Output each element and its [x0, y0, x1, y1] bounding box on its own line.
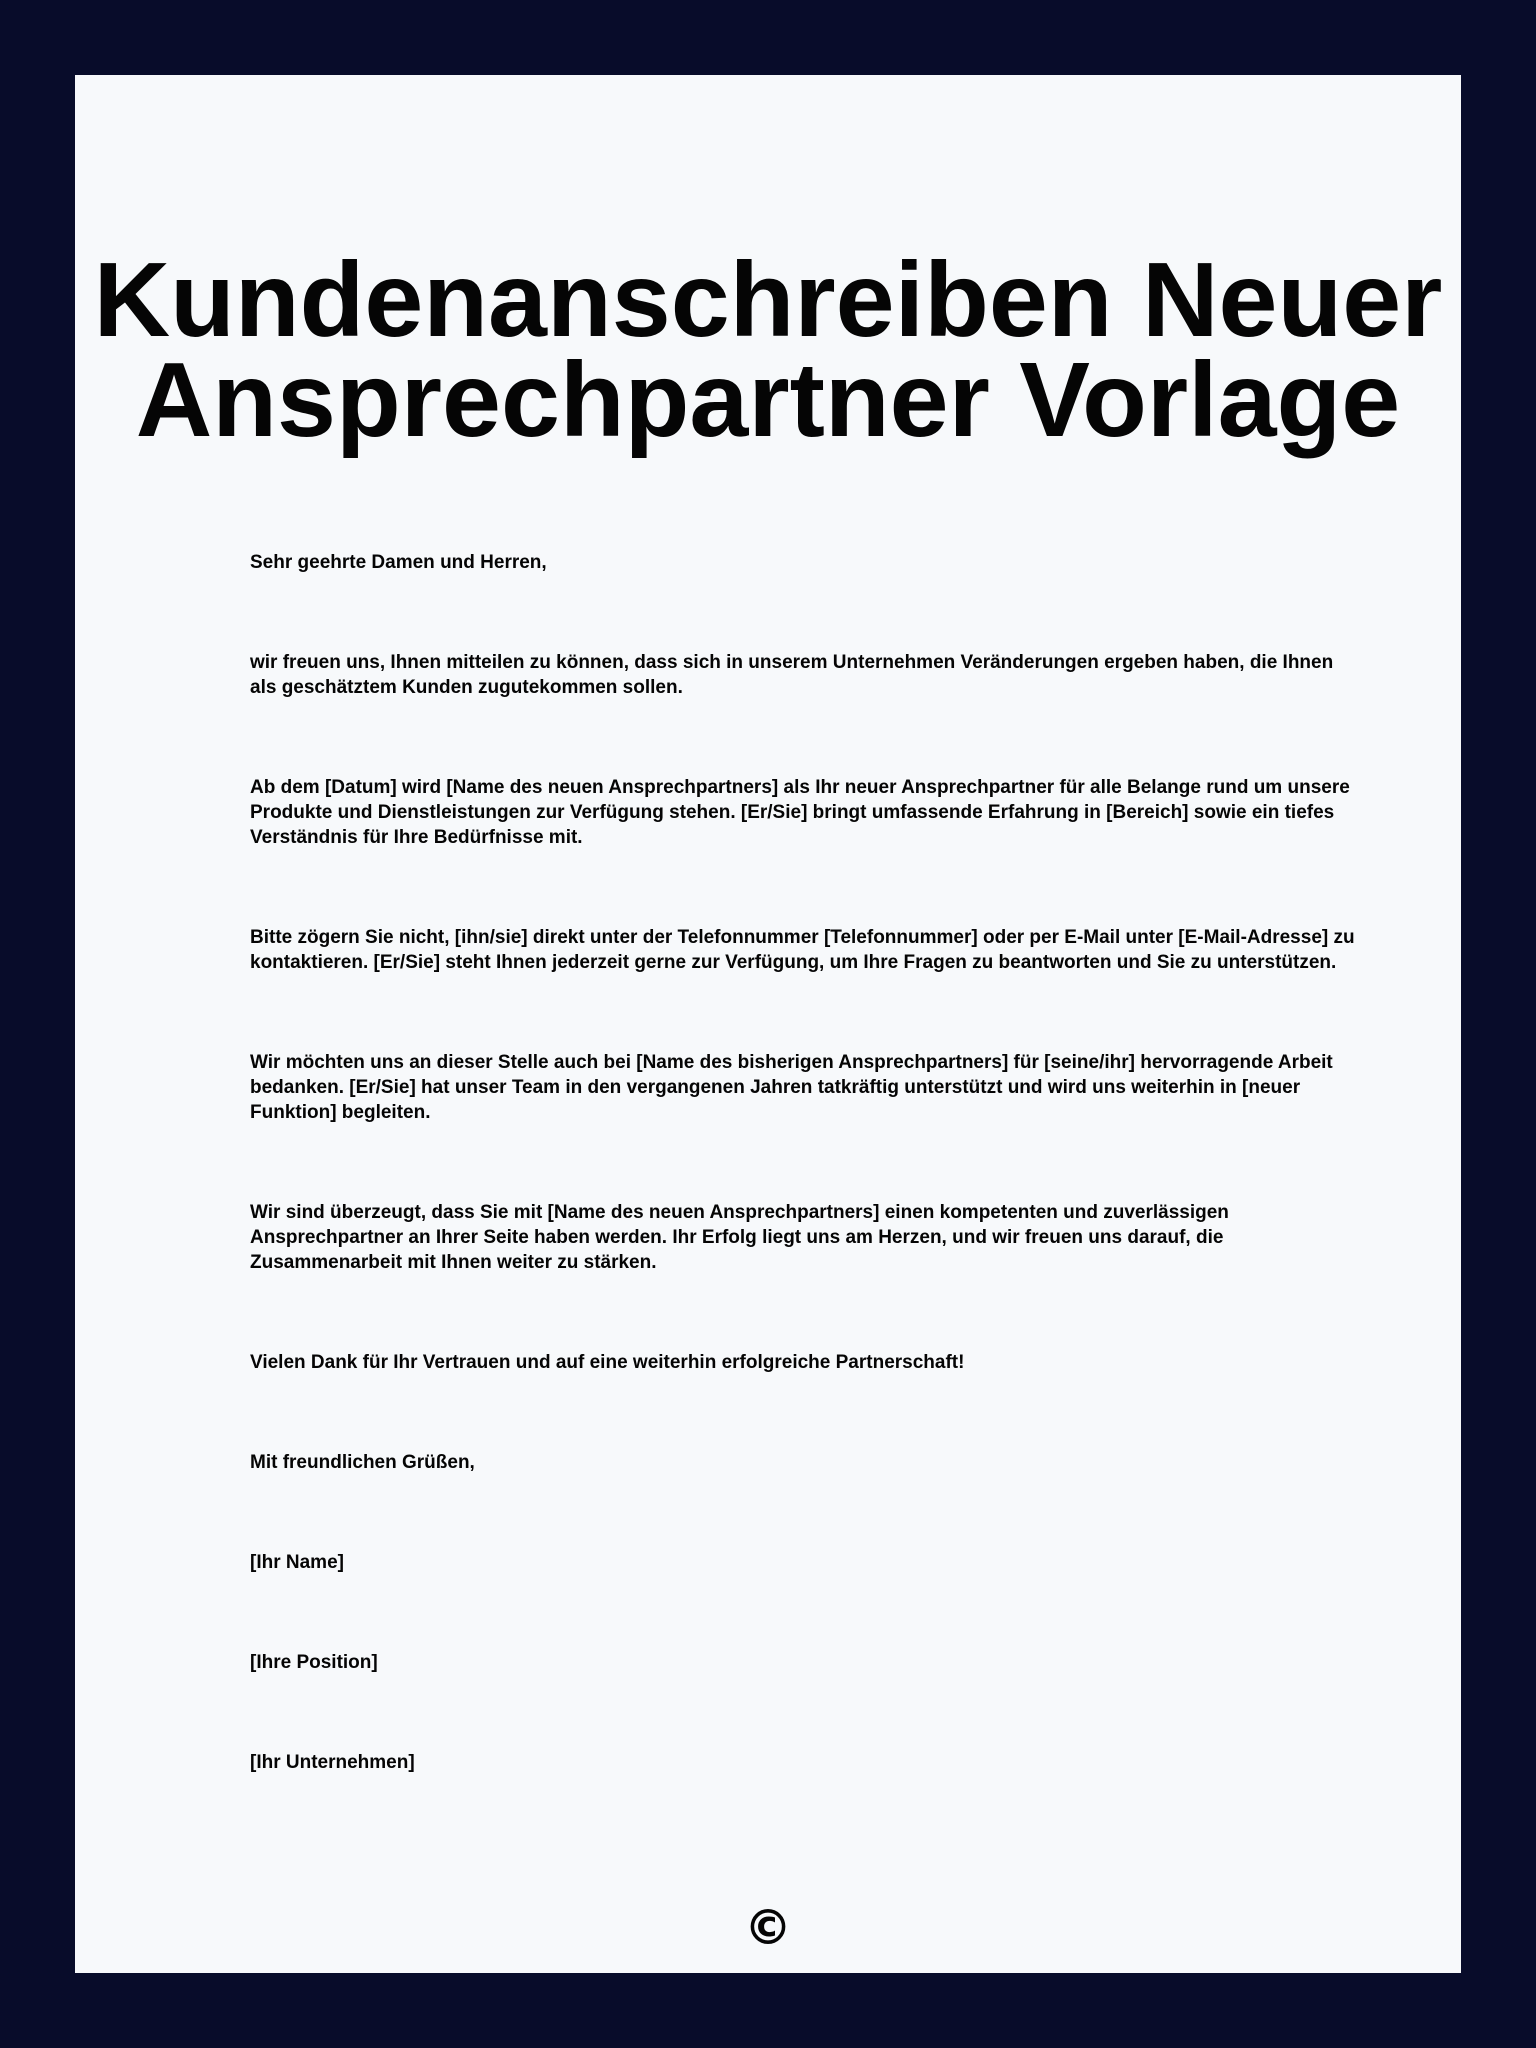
- copyright-icon: ©: [744, 1900, 792, 1956]
- salutation: Sehr geehrte Damen und Herren,: [250, 552, 547, 573]
- signature-position: [Ihre Position]: [250, 1652, 378, 1673]
- paragraph-conviction: Wir sind überzeugt, dass Sie mit [Name des neuen Ansprechpartners] einen kompetenten und zuverlässigen Ansprechpartner an Ihrer Seite haben werden. Ihr Erfolg liegt uns am Herzen, und wir freuen uns darauf, die Zusammenarbeit mit Ihnen weiter zu stärken.: [250, 1202, 1229, 1273]
- closing-greeting: Mit freundlichen Grüßen,: [250, 1452, 475, 1473]
- paragraph-thanks-previous: Wir möchten uns an dieser Stelle auch bei [Name des bisherigen Ansprechpartners] für [seine/ihr] hervorragende Arbeit bedanken. [Er/Sie] hat unser Team in den vergangenen Jahren tatkräftig unterstützt und wird uns weiterhin in [neuer Funktion] begleiten.: [250, 1052, 1333, 1123]
- document-page: [75, 75, 1461, 1973]
- paragraph-intro: wir freuen uns, Ihnen mitteilen zu können, dass sich in unserem Unternehmen Veränderungen ergeben haben, die Ihnen als geschätztem Kunden zugutekommen sollen.: [250, 652, 1334, 698]
- signature-name: [Ihr Name]: [250, 1552, 344, 1573]
- paragraph-new-contact: Ab dem [Datum] wird [Name des neuen Ansprechpartners] als Ihr neuer Ansprechpartner für alle Belange rund um unsere Produkte und Dienstleistungen zur Verfügung stehen. [Er/Sie] bringt umfassende Erfahrung in [Bereich] sowie ein tiefes Verständnis für Ihre Bedürfnisse mit.: [250, 777, 1350, 848]
- paragraph-contact-details: Bitte zögern Sie nicht, [ihn/sie] direkt unter der Telefonnummer [Telefonnummer] oder per E-Mail unter [E-Mail-Adresse] zu kontaktieren. [Er/Sie] steht Ihnen jederzeit gerne zur Verfügung, um Ihre Fragen zu beantworten und Sie zu unterstützen.: [250, 927, 1355, 973]
- document-title: Kundenanschreiben Neuer Ansprechpartner Vorlage: [93, 241, 1443, 459]
- signature-company: [Ihr Unternehmen]: [250, 1752, 415, 1773]
- letter-body: [250, 550, 1360, 1850]
- paragraph-closing-thanks: Vielen Dank für Ihr Vertrauen und auf eine weiterhin erfolgreiche Partnerschaft!: [250, 1352, 965, 1373]
